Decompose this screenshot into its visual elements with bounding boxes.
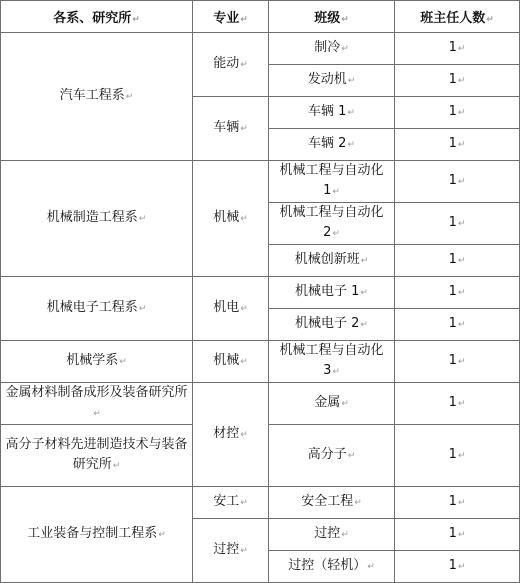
class-cell: 机械工程与自动化 2↵ [269,203,395,245]
class-cell: 机械电子 2↵ [269,309,395,341]
major-cell: 过控↵ [193,519,269,583]
class-cell: 发动机↵ [269,65,395,97]
table-row [1,161,520,203]
count-cell: 1↵ [395,161,520,203]
department-cell: 金属材料制备成形及装备研究所↵ [1,383,193,425]
department-cell: 机械制造工程系↵ [1,161,193,277]
table-row [1,277,520,309]
count-cell: 1↵ [395,277,520,309]
header-row [1,1,520,33]
department-cell: 工业装备与控制工程系↵ [1,487,193,583]
major-cell: 安工↵ [193,487,269,519]
count-cell: 1↵ [395,341,520,383]
header-count: 班主任人数↵ [395,1,520,33]
class-cell: 安全工程↵ [269,487,395,519]
table-row [1,341,520,383]
major-cell: 机械↵ [193,341,269,383]
count-cell: 1↵ [395,97,520,129]
class-cell: 金属↵ [269,383,395,425]
major-cell: 机械↵ [193,161,269,277]
class-cell: 制冷↵ [269,33,395,65]
count-cell: 1↵ [395,129,520,161]
class-cell: 机械电子 1↵ [269,277,395,309]
count-cell: 1↵ [395,65,520,97]
class-cell: 过控↵ [269,519,395,551]
count-cell: 1↵ [395,425,520,487]
table-row [1,487,520,519]
count-cell: 1↵ [395,33,520,65]
class-cell: 机械工程与自动化 1↵ [269,161,395,203]
major-cell: 材控↵ [193,383,269,487]
department-cell: 机械学系↵ [1,341,193,383]
count-cell: 1↵ [395,245,520,277]
department-cell: 机械电子工程系↵ [1,277,193,341]
class-cell: 车辆 2↵ [269,129,395,161]
count-cell: 1↵ [395,383,520,425]
class-cell: 机械工程与自动化 3↵ [269,341,395,383]
header-class: 班级↵ [269,1,395,33]
class-cell: 过控（轻机）↵ [269,551,395,583]
table-row [1,383,520,425]
major-cell: 车辆↵ [193,97,269,161]
class-cell: 机械创新班↵ [269,245,395,277]
count-cell: 1↵ [395,519,520,551]
count-cell: 1↵ [395,203,520,245]
count-cell: 1↵ [395,309,520,341]
major-cell: 能动↵ [193,33,269,97]
department-cell: 高分子材料先进制造技术与装备研究所↵ [1,425,193,487]
count-cell: 1↵ [395,551,520,583]
header-department: 各系、研究所↵ [1,1,193,33]
class-cell: 高分子↵ [269,425,395,487]
class-cell: 车辆 1↵ [269,97,395,129]
count-cell: 1↵ [395,487,520,519]
header-major: 专业↵ [193,1,269,33]
department-cell: 汽车工程系↵ [1,33,193,161]
table-row [1,33,520,65]
major-cell: 机电↵ [193,277,269,341]
